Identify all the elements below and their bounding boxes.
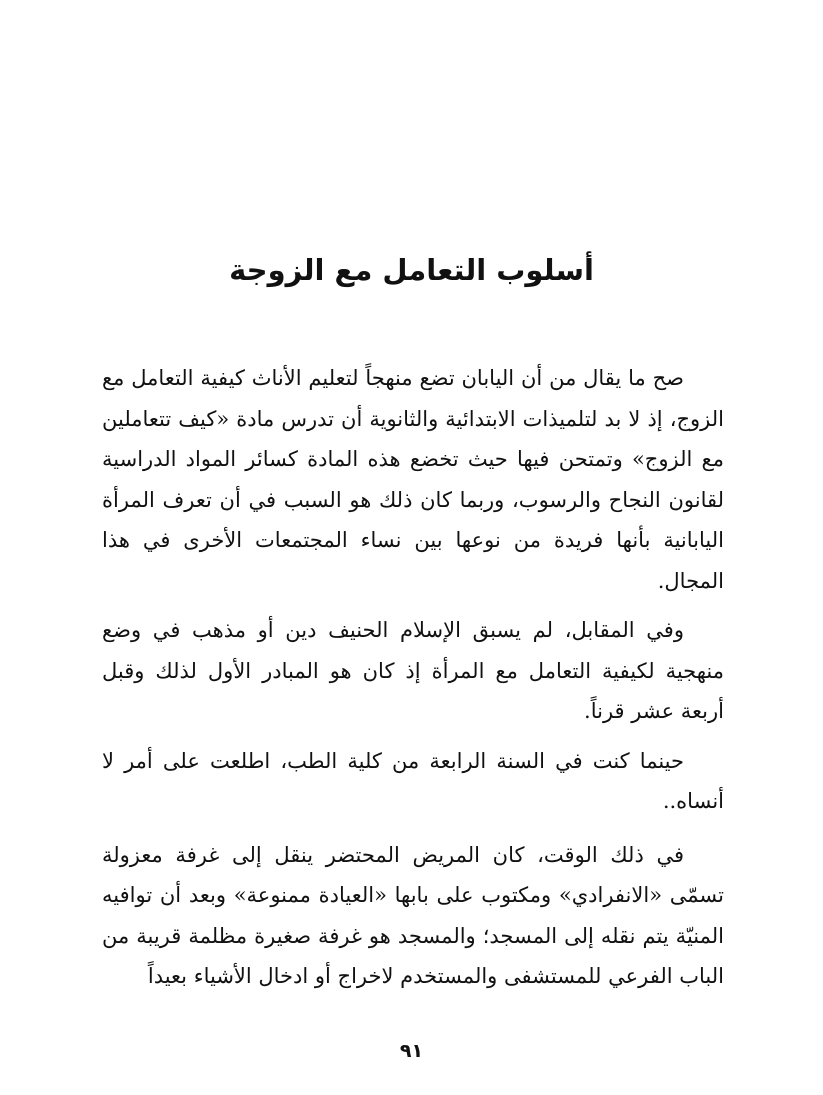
body-text	[102, 358, 724, 997]
paragraph-1: صح ما يقال من أن اليابان تضع منهجاً لتعليم الأناث كيفية التعامل مع الزوج، إذ لا بد لتلميذات الابتدائية والثانوية أن تدرس مادة «كيف تتعاملين مع الزوج» وتمتحن فيها حيث تخضع هذه المادة كسائر المواد الدراسية لقانون النجاح والرسوب، وربما كان ذلك هو السبب في أن تعرف المرأة اليابانية بأنها فريدة من نوعها بين نساء المجتمعات الأخرى في هذا المجال.	[102, 366, 724, 593]
chapter-title: أسلوب التعامل مع الزوجة	[229, 253, 594, 287]
paragraph-2: وفي المقابل، لم يسبق الإسلام الحنيف دين أو مذهب في وضع منهجية لكيفية التعامل مع المرأة إذ كان هو المبادر الأول لذلك وقبل أربعة عشر قرناً.	[102, 618, 724, 723]
paragraph-3: حينما كنت في السنة الرابعة من كلية الطب، اطلعت على أمر لا أنساه..	[102, 748, 724, 813]
page-number: ٩١	[399, 1040, 424, 1062]
paragraph-4: في ذلك الوقت، كان المريض المحتضر ينقل إلى غرفة معزولة تسمّى «الانفرادي» ومكتوب على بابها «العيادة ممنوعة» وبعد أن توافيه المنيّة يتم نقله إلى المسجد؛ والمسجد هو غرفة صغيرة مظلمة قريبة من الباب الفرعي للمستشفى والمستخدم لاخراج أو ادخال الأشياء بعيداً	[102, 842, 724, 988]
